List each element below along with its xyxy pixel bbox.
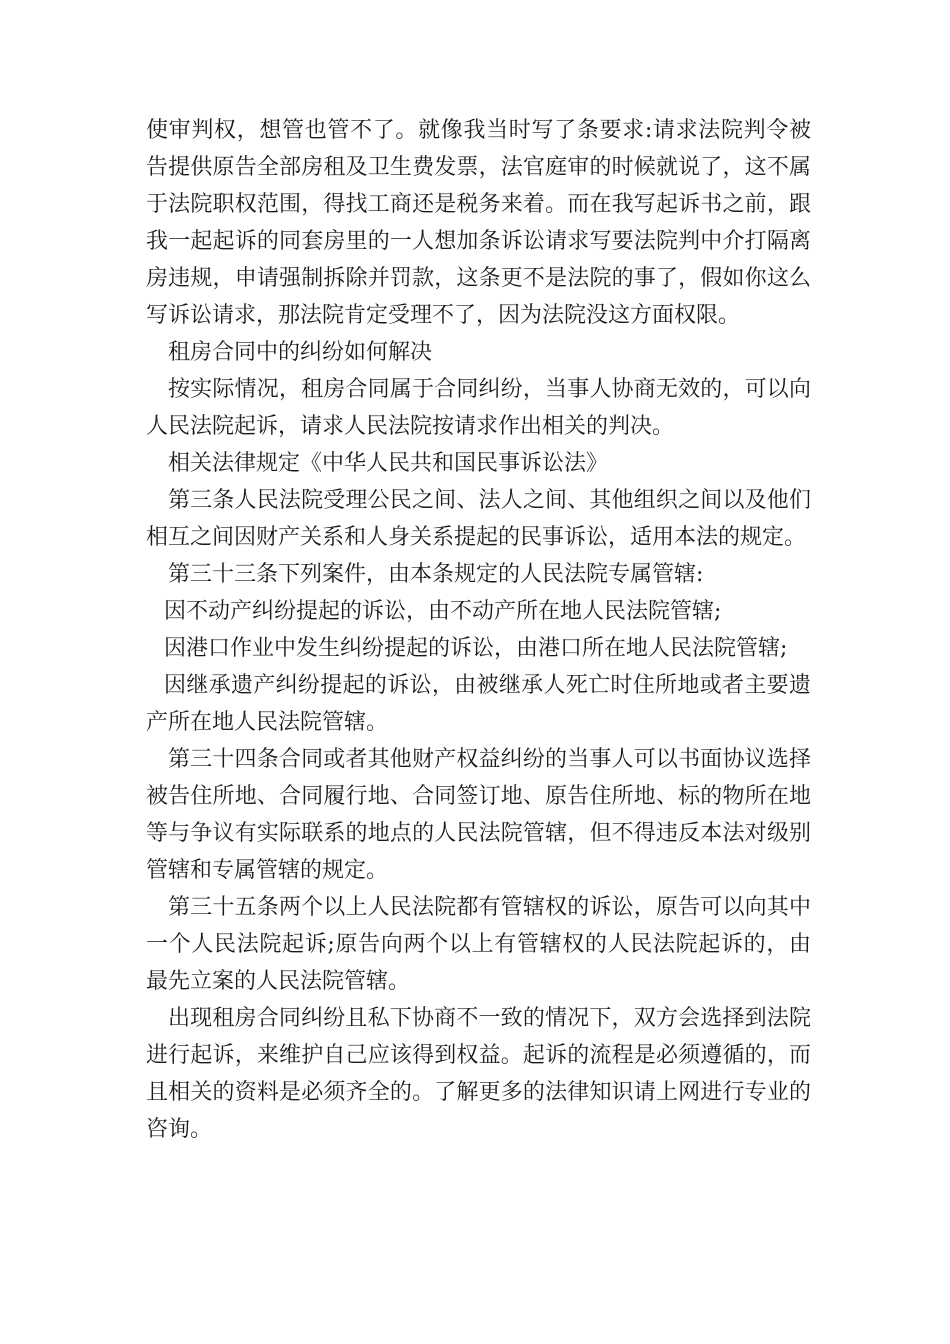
section-heading: 租房合同中的纠纷如何解决 (168, 340, 433, 365)
article-33-item-1: 因不动产纠纷提起的诉讼，由不动产所在地人民法院管辖; (164, 599, 722, 624)
article-33-item-2: 因港口作业中发生纠纷提起的诉讼，由港口所在地人民法院管辖; (164, 636, 788, 661)
paragraph-continuation: 使审判权，想管也管不了。就像我当时写了条要求:请求法院判令被告提供原告全部房租及卫生费发票，法官庭审的时候就说了，这不属于法院职权范围，得找工商还是税务来着。而在我写起诉书之前，跟我一起起诉的同套房里的一人想加条诉讼请求写要法院判中介打隔离房违规，申请强制拆除并罚款，这条更不是法院的事了，假如你这么写诉讼请求，那法院肯定受理不了，因为法院没这方面权限。 (146, 118, 811, 328)
article-33-item-3: 因继承遗产纠纷提起的诉讼，由被继承人死亡时住所地或者主要遗产所在地人民法院管辖。 (146, 673, 811, 735)
article-34: 第三十四条合同或者其他财产权益纠纷的当事人可以书面协议选择被告住所地、合同履行地、合同签订地、原告住所地、标的物所在地等与争议有实际联系的地点的人民法院管辖，但不得违反本法对级别管辖和专属管辖的规定。 (146, 747, 811, 883)
document-body (146, 112, 811, 1148)
article-33: 第三十三条下列案件，由本条规定的人民法院专属管辖: (168, 562, 704, 587)
paragraph: 按实际情况，租房合同属于合同纠纷，当事人协商无效的，可以向人民法院起诉，请求人民法院按请求作出相关的判决。 (146, 377, 811, 439)
article-35: 第三十五条两个以上人民法院都有管辖权的诉讼，原告可以向其中一个人民法院起诉;原告向两个以上有管辖权的人民法院起诉的，由最先立案的人民法院管辖。 (146, 895, 811, 994)
article-3: 第三条人民法院受理公民之间、法人之间、其他组织之间以及他们相互之间因财产关系和人身关系提起的民事诉讼，适用本法的规定。 (146, 488, 811, 550)
closing-paragraph: 出现租房合同纠纷且私下协商不一致的情况下，双方会选择到法院进行起诉，来维护自己应该得到权益。起诉的流程是必须遵循的，而且相关的资料是必须齐全的。了解更多的法律知识请上网进行专业的咨询。 (146, 1006, 811, 1142)
law-reference-heading: 相关法律规定《中华人民共和国民事诉讼法》 (168, 451, 609, 476)
